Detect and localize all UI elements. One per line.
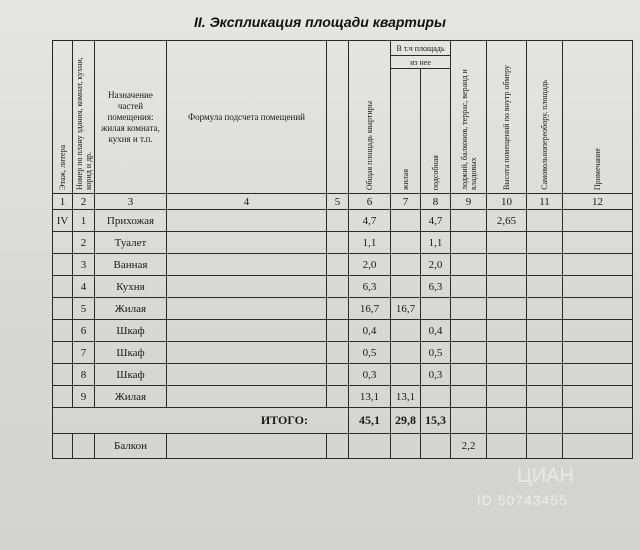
row-aux-area: 2,0: [421, 254, 451, 276]
empty-cell: [349, 434, 391, 459]
row-note: [563, 210, 633, 232]
header-formula: Формула подсчета помещений: [167, 41, 327, 194]
table-row: [53, 342, 633, 364]
row-unauthorized: [527, 320, 563, 342]
row-room-name: Шкаф: [95, 320, 167, 342]
row-note: [563, 276, 633, 298]
row-living-area: [391, 232, 421, 254]
row-unauthorized: [527, 232, 563, 254]
row-total-area: 0,4: [349, 320, 391, 342]
row-loggia-area: [451, 320, 487, 342]
explication-table: [52, 40, 633, 459]
row-number: 8: [73, 364, 95, 386]
row-aux-area: 0,4: [421, 320, 451, 342]
row-note: [563, 320, 633, 342]
row-living-area: [391, 342, 421, 364]
row-number: 9: [73, 386, 95, 408]
balcony-name: Балкон: [95, 434, 167, 459]
row-aux-area: [421, 386, 451, 408]
row-col5: [327, 342, 349, 364]
row-floor: [53, 364, 73, 386]
row-living-area: [391, 364, 421, 386]
row-height: [487, 386, 527, 408]
empty-cell: [421, 434, 451, 459]
row-col5: [327, 364, 349, 386]
row-formula: [167, 364, 327, 386]
row-number: 5: [73, 298, 95, 320]
row-note: [563, 254, 633, 276]
watermark-id: ID 50743455: [476, 492, 568, 508]
row-formula: [167, 342, 327, 364]
row-aux-area: 0,5: [421, 342, 451, 364]
totals-aux: 15,3: [421, 408, 451, 434]
row-room-name: Туалет: [95, 232, 167, 254]
empty-cell: [563, 434, 633, 459]
row-living-area: 16,7: [391, 298, 421, 320]
row-col5: [327, 210, 349, 232]
row-total-area: 4,7: [349, 210, 391, 232]
col-number: 5: [327, 194, 349, 210]
row-aux-area: 1,1: [421, 232, 451, 254]
empty-cell: [527, 434, 563, 459]
table-row: [53, 232, 633, 254]
row-formula: [167, 386, 327, 408]
row-total-area: 2,0: [349, 254, 391, 276]
row-height: [487, 364, 527, 386]
header-col5: [327, 41, 349, 194]
col-number: 9: [451, 194, 487, 210]
row-aux-area: 4,7: [421, 210, 451, 232]
header-loggias: лоджий, балконов, террас, веранд и кладовых: [451, 41, 487, 194]
row-formula: [167, 298, 327, 320]
row-living-area: 13,1: [391, 386, 421, 408]
row-col5: [327, 232, 349, 254]
document-title: II. Экспликация площади квартиры: [194, 14, 446, 30]
watermark-logo: ЦИАН: [517, 465, 574, 487]
header-total-area: Общая площадь квартиры: [349, 41, 391, 194]
row-height: 2,65: [487, 210, 527, 232]
row-living-area: [391, 254, 421, 276]
row-loggia-area: [451, 210, 487, 232]
row-col5: [327, 254, 349, 276]
header-note: Примечание: [563, 41, 633, 194]
row-total-area: 0,5: [349, 342, 391, 364]
row-col5: [327, 320, 349, 342]
header-living: жилая: [391, 69, 421, 194]
table-row: [53, 386, 633, 408]
row-loggia-area: [451, 254, 487, 276]
table-row: [53, 298, 633, 320]
row-floor: [53, 276, 73, 298]
balcony-area: 2,2: [451, 434, 487, 459]
header-auxiliary: подсобная: [421, 69, 451, 194]
row-loggia-area: [451, 232, 487, 254]
row-number: 7: [73, 342, 95, 364]
row-formula: [167, 232, 327, 254]
rooms-body: [53, 210, 633, 408]
row-loggia-area: [451, 364, 487, 386]
row-unauthorized: [527, 298, 563, 320]
empty-cell: [527, 408, 563, 434]
row-room-name: Кухня: [95, 276, 167, 298]
empty-cell: [167, 434, 327, 459]
header-of-which: из нее: [391, 56, 451, 69]
row-total-area: 6,3: [349, 276, 391, 298]
totals-living: 29,8: [391, 408, 421, 434]
row-floor: [53, 298, 73, 320]
table-row: [53, 210, 633, 232]
row-floor: [53, 254, 73, 276]
header-floor: Этаж, литера: [53, 41, 73, 194]
row-height: [487, 232, 527, 254]
row-loggia-area: [451, 276, 487, 298]
col-number: 2: [73, 194, 95, 210]
row-loggia-area: [451, 386, 487, 408]
row-number: 2: [73, 232, 95, 254]
row-height: [487, 298, 527, 320]
row-number: 3: [73, 254, 95, 276]
row-formula: [167, 320, 327, 342]
row-formula: [167, 276, 327, 298]
row-floor: IV: [53, 210, 73, 232]
row-floor: [53, 342, 73, 364]
table-row: [53, 364, 633, 386]
row-room-name: Шкаф: [95, 364, 167, 386]
col-number: 3: [95, 194, 167, 210]
row-room-name: Шкаф: [95, 342, 167, 364]
row-note: [563, 298, 633, 320]
row-total-area: 13,1: [349, 386, 391, 408]
row-aux-area: 0,3: [421, 364, 451, 386]
empty-cell: [53, 434, 73, 459]
row-note: [563, 342, 633, 364]
row-floor: [53, 232, 73, 254]
empty-cell: [73, 434, 95, 459]
empty-cell: [563, 408, 633, 434]
header-room-number: Номер по плану здания, комнат, кухни, корид и др.: [73, 41, 95, 194]
row-unauthorized: [527, 254, 563, 276]
row-total-area: 16,7: [349, 298, 391, 320]
row-floor: [53, 386, 73, 408]
row-height: [487, 320, 527, 342]
col-number: 4: [167, 194, 327, 210]
row-aux-area: [421, 298, 451, 320]
row-height: [487, 254, 527, 276]
empty-cell: [451, 408, 487, 434]
row-unauthorized: [527, 276, 563, 298]
empty-cell: [487, 408, 527, 434]
row-col5: [327, 276, 349, 298]
row-formula: [167, 210, 327, 232]
table-row: [53, 320, 633, 342]
row-room-name: Жилая: [95, 386, 167, 408]
row-living-area: [391, 210, 421, 232]
row-height: [487, 342, 527, 364]
row-unauthorized: [527, 386, 563, 408]
row-formula: [167, 254, 327, 276]
balcony-row: [53, 434, 633, 459]
col-number: 1: [53, 194, 73, 210]
row-unauthorized: [527, 364, 563, 386]
row-living-area: [391, 276, 421, 298]
column-number-row: [53, 194, 633, 210]
col-number: 11: [527, 194, 563, 210]
row-note: [563, 364, 633, 386]
row-room-name: Ванная: [95, 254, 167, 276]
row-aux-area: 6,3: [421, 276, 451, 298]
row-living-area: [391, 320, 421, 342]
col-number: 12: [563, 194, 633, 210]
row-floor: [53, 320, 73, 342]
header-unauthorized-area: Самовольнопереобору. площадь: [527, 41, 563, 194]
row-number: 6: [73, 320, 95, 342]
row-number: 1: [73, 210, 95, 232]
explication-table-wrapper: [52, 40, 632, 500]
header-incl-area: В т.ч площадь: [391, 41, 451, 56]
col-number: 6: [349, 194, 391, 210]
row-col5: [327, 386, 349, 408]
row-note: [563, 386, 633, 408]
row-total-area: 1,1: [349, 232, 391, 254]
table-row: [53, 276, 633, 298]
col-number: 8: [421, 194, 451, 210]
totals-total: 45,1: [349, 408, 391, 434]
row-room-name: Прихожая: [95, 210, 167, 232]
row-col5: [327, 298, 349, 320]
empty-cell: [391, 434, 421, 459]
totals-label: ИТОГО:: [53, 408, 349, 434]
row-loggia-area: [451, 298, 487, 320]
totals-row: [53, 408, 633, 434]
row-note: [563, 232, 633, 254]
row-loggia-area: [451, 342, 487, 364]
col-number: 10: [487, 194, 527, 210]
row-height: [487, 276, 527, 298]
row-unauthorized: [527, 342, 563, 364]
row-unauthorized: [527, 210, 563, 232]
table-row: [53, 254, 633, 276]
col-number: 7: [391, 194, 421, 210]
empty-cell: [327, 434, 349, 459]
row-total-area: 0,3: [349, 364, 391, 386]
empty-cell: [487, 434, 527, 459]
row-room-name: Жилая: [95, 298, 167, 320]
header-height: Высота помещений по внутр обмеру: [487, 41, 527, 194]
header-purpose: Назначение частей помещения: жилая комната, кухня и т.п.: [95, 41, 167, 194]
row-number: 4: [73, 276, 95, 298]
